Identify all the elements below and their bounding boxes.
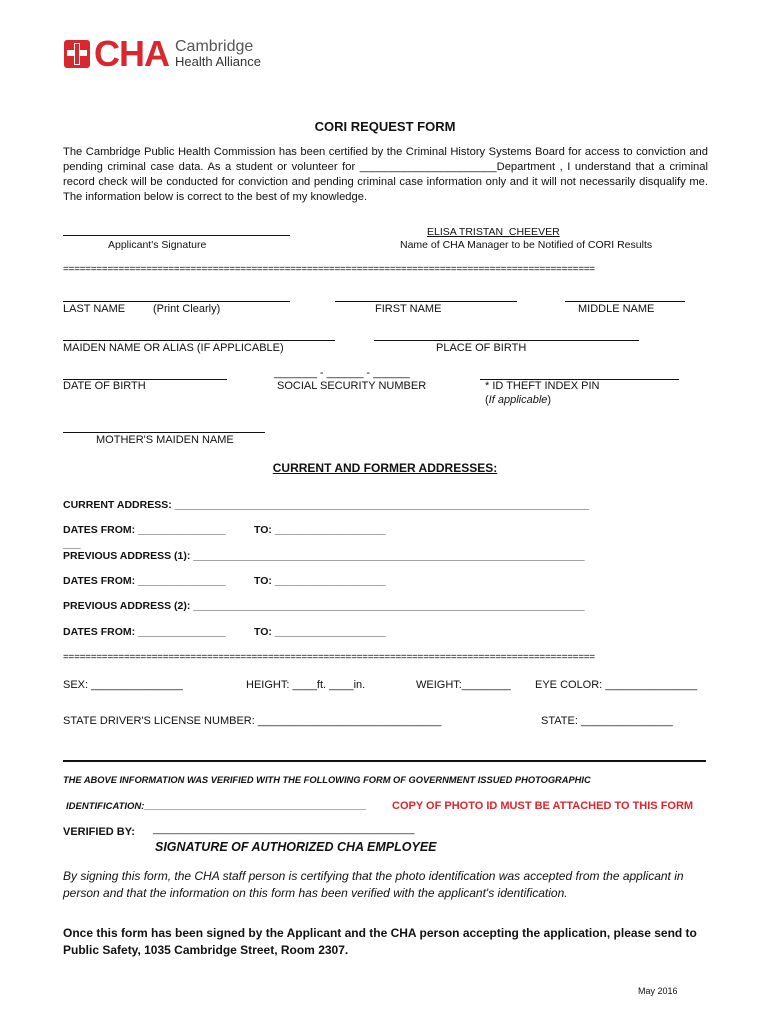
logo-line1: Cambridge (175, 38, 254, 55)
dates-to-3[interactable]: TO: ___________________ (254, 626, 386, 638)
weight-field[interactable]: WEIGHT:________ (416, 679, 511, 691)
authorized-signature-label: SIGNATURE OF AUTHORIZED CHA EMPLOYEE (155, 840, 437, 854)
verified-statement: THE ABOVE INFORMATION WAS VERIFIED WITH THE FOLLOWING FORM OF GOVERNMENT ISSUED PHOTOGRAPHIC (63, 775, 591, 785)
addresses-heading: CURRENT AND FORMER ADDRESSES: (272, 461, 498, 475)
place-of-birth-line[interactable] (374, 340, 639, 341)
print-clearly-note: (Print Clearly) (153, 303, 221, 315)
pin-note-text: If applicable (488, 394, 548, 406)
manager-label: Name of CHA Manager to be Notified of CORI Results (400, 239, 653, 251)
verified-by-signature-line[interactable]: _______________________________________________ (153, 824, 415, 835)
photo-id-notice: COPY OF PHOTO ID MUST BE ATTACHED TO THIS FORM (392, 800, 694, 812)
applicant-signature-line[interactable] (63, 235, 290, 236)
ssn-blank[interactable]: _______ - ______ - ______ (274, 367, 410, 379)
first-name-line[interactable] (335, 301, 517, 302)
previous-address-1-field[interactable]: PREVIOUS ADDRESS (1): ___________________________________________________________________ (63, 550, 585, 562)
separator-2: ================================================================================================ (63, 652, 595, 663)
footer-date: May 2016 (638, 986, 678, 996)
middle-name-line[interactable] (565, 301, 685, 302)
previous-address-2-field[interactable]: PREVIOUS ADDRESS (2): ___________________________________________________________________ (63, 600, 585, 612)
separator-1: ================================================================================================ (63, 264, 595, 275)
pin-note: (If applicable) (485, 394, 552, 406)
maiden-name-label: MAIDEN NAME OR ALIAS (IF APPLICABLE) (63, 342, 284, 354)
maiden-name-line[interactable] (63, 340, 335, 341)
cha-cross-icon (62, 38, 92, 70)
dates-from-3[interactable]: DATES FROM: _______________ (63, 626, 226, 638)
intro-paragraph: The Cambridge Public Health Commission has been certified by the Criminal History Systems Board for access to conviction and pending criminal case data. As a student or volunteer for ______________________Department , I understand that a criminal record check will be conducted for conviction and pending criminal case information only and it will not necessarily disqualify me. The information below is correct to the best of my knowledge. (63, 146, 708, 203)
logo-line2: Health Alliance (175, 54, 261, 69)
dates-to-2[interactable]: TO: ___________________ (254, 575, 386, 587)
ssn-label: SOCIAL SECURITY NUMBER (277, 380, 427, 392)
mother-maiden-label: MOTHER'S MAIDEN NAME (96, 434, 234, 446)
closing-instructions: Once this form has been signed by the Applicant and the CHA person accepting the application, please send to Public Safety, 1035 Cambridge Street, Room 2307. (63, 926, 697, 957)
last-name-label: LAST NAME (63, 303, 126, 315)
stray-underline: ___ (63, 538, 81, 550)
logo-mark-text: CHA (94, 33, 169, 74)
section-rule (63, 760, 706, 762)
state-field[interactable]: STATE: _______________ (541, 715, 673, 727)
verified-by-label: VERIFIED BY: (63, 826, 135, 838)
last-name-line[interactable] (63, 301, 290, 302)
manager-name: ELISA TRISTAN_CHEEVER (427, 226, 560, 238)
first-name-label: FIRST NAME (375, 303, 442, 315)
dates-from-2[interactable]: DATES FROM: _______________ (63, 575, 226, 587)
identification-field[interactable]: IDENTIFICATION:__________________________________________ (66, 801, 367, 812)
pin-label: * ID THEFT INDEX PIN (485, 380, 600, 392)
sex-field[interactable]: SEX: _______________ (63, 679, 183, 691)
dob-label: DATE OF BIRTH (63, 380, 146, 392)
current-address-field[interactable]: CURRENT ADDRESS: _______________________________________________________________________ (63, 499, 590, 511)
dates-from-1[interactable]: DATES FROM: _______________ (63, 524, 226, 536)
dates-to-1[interactable]: TO: ___________________ (254, 524, 386, 536)
place-of-birth-label: PLACE OF BIRTH (436, 342, 527, 354)
middle-name-label: MIDDLE NAME (578, 303, 655, 315)
license-field[interactable]: STATE DRIVER'S LICENSE NUMBER: ______________________________ (63, 715, 442, 727)
form-title: CORI REQUEST FORM (314, 119, 456, 134)
cha-logo (62, 33, 261, 74)
applicant-signature-label: Applicant's Signature (108, 239, 207, 251)
certification-statement: By signing this form, the CHA staff person is certifying that the photo identification was accepted from the applicant in person and that the information on this form has been verified with the applicant's identification. (63, 869, 684, 900)
eye-color-field[interactable]: EYE COLOR: _______________ (535, 679, 698, 691)
height-field[interactable]: HEIGHT: ____ft. ____in. (246, 679, 366, 691)
mother-maiden-line[interactable] (63, 432, 265, 433)
